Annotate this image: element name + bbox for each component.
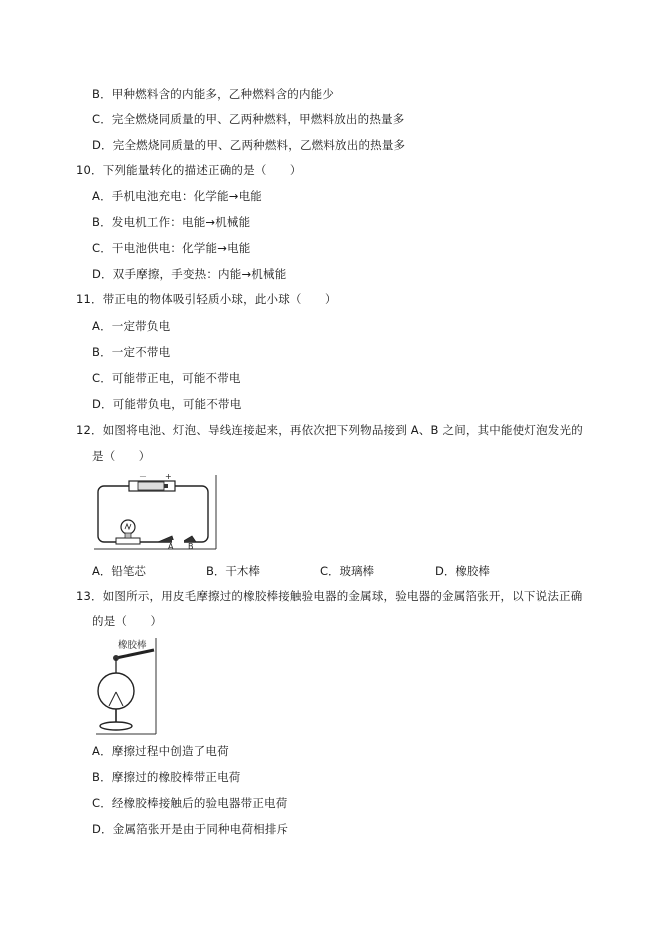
battery-plus-label: + — [165, 472, 172, 481]
q10-option-c: C．干电池供电：化学能→电能 — [92, 241, 251, 255]
clip-a-label: A — [168, 542, 174, 551]
rubber-rod-label: 橡胶棒 — [118, 640, 147, 651]
q11-option-d: D．可能带负电，可能不带电 — [92, 397, 242, 411]
q11-option-c: C．可能带正电，可能不带电 — [92, 371, 241, 385]
q9-option-b: B．甲种燃料含的内能多，乙种燃料含的内能少 — [92, 87, 335, 101]
q13-stem-line1: 13．如图所示，用皮毛摩擦过的橡胶棒接触验电器的金属球，验电器的金属箔张开，以下说法正确 — [76, 589, 583, 603]
q10-option-b: B．发电机工作：电能→机械能 — [92, 215, 251, 229]
q12-option-a: A．铅笔芯 — [92, 564, 146, 578]
q9-option-c: C．完全燃烧同质量的甲、乙两种燃料，甲燃料放出的热量多 — [92, 112, 405, 126]
q13-option-d: D．金属箔张开是由于同种电荷相排斥 — [92, 822, 289, 836]
q12-option-b: B．干木棒 — [206, 564, 260, 578]
clip-b-label: B — [188, 542, 194, 551]
q11-stem: 11．带正电的物体吸引轻质小球，此小球（ ） — [76, 292, 337, 306]
circuit-figure — [92, 472, 220, 552]
q13-option-a: A．摩擦过程中创造了电荷 — [92, 744, 229, 758]
q10-stem: 10．下列能量转化的描述正确的是（ ） — [76, 163, 302, 177]
q10-option-a: A．手机电池充电：化学能→电能 — [92, 189, 263, 203]
q12-options — [92, 563, 552, 577]
q10-option-d: D．双手摩擦，手变热：内能→机械能 — [92, 267, 287, 281]
q13-stem-line2: 的是（ ） — [92, 614, 163, 628]
electroscope-figure — [94, 636, 160, 736]
q11-option-a: A．一定带负电 — [92, 319, 171, 333]
q12-option-c: C．玻璃棒 — [320, 564, 375, 578]
q12-stem-line2: 是（ ） — [92, 449, 151, 463]
q9-option-d: D．完全燃烧同质量的甲、乙两种燃料，乙燃料放出的热量多 — [92, 138, 406, 152]
q12-option-d: D．橡胶棒 — [435, 564, 490, 578]
q13-option-c: C．经橡胶棒接触后的验电器带正电荷 — [92, 796, 288, 810]
q11-option-b: B．一定不带电 — [92, 345, 171, 359]
battery-minus-label: － — [139, 472, 147, 481]
q13-option-b: B．摩擦过的橡胶棒带正电荷 — [92, 770, 241, 784]
q12-stem-line1: 12．如图将电池、灯泡、导线连接起来，再依次把下列物品接到 A、B 之间，其中能使灯泡发光的 — [76, 423, 583, 437]
